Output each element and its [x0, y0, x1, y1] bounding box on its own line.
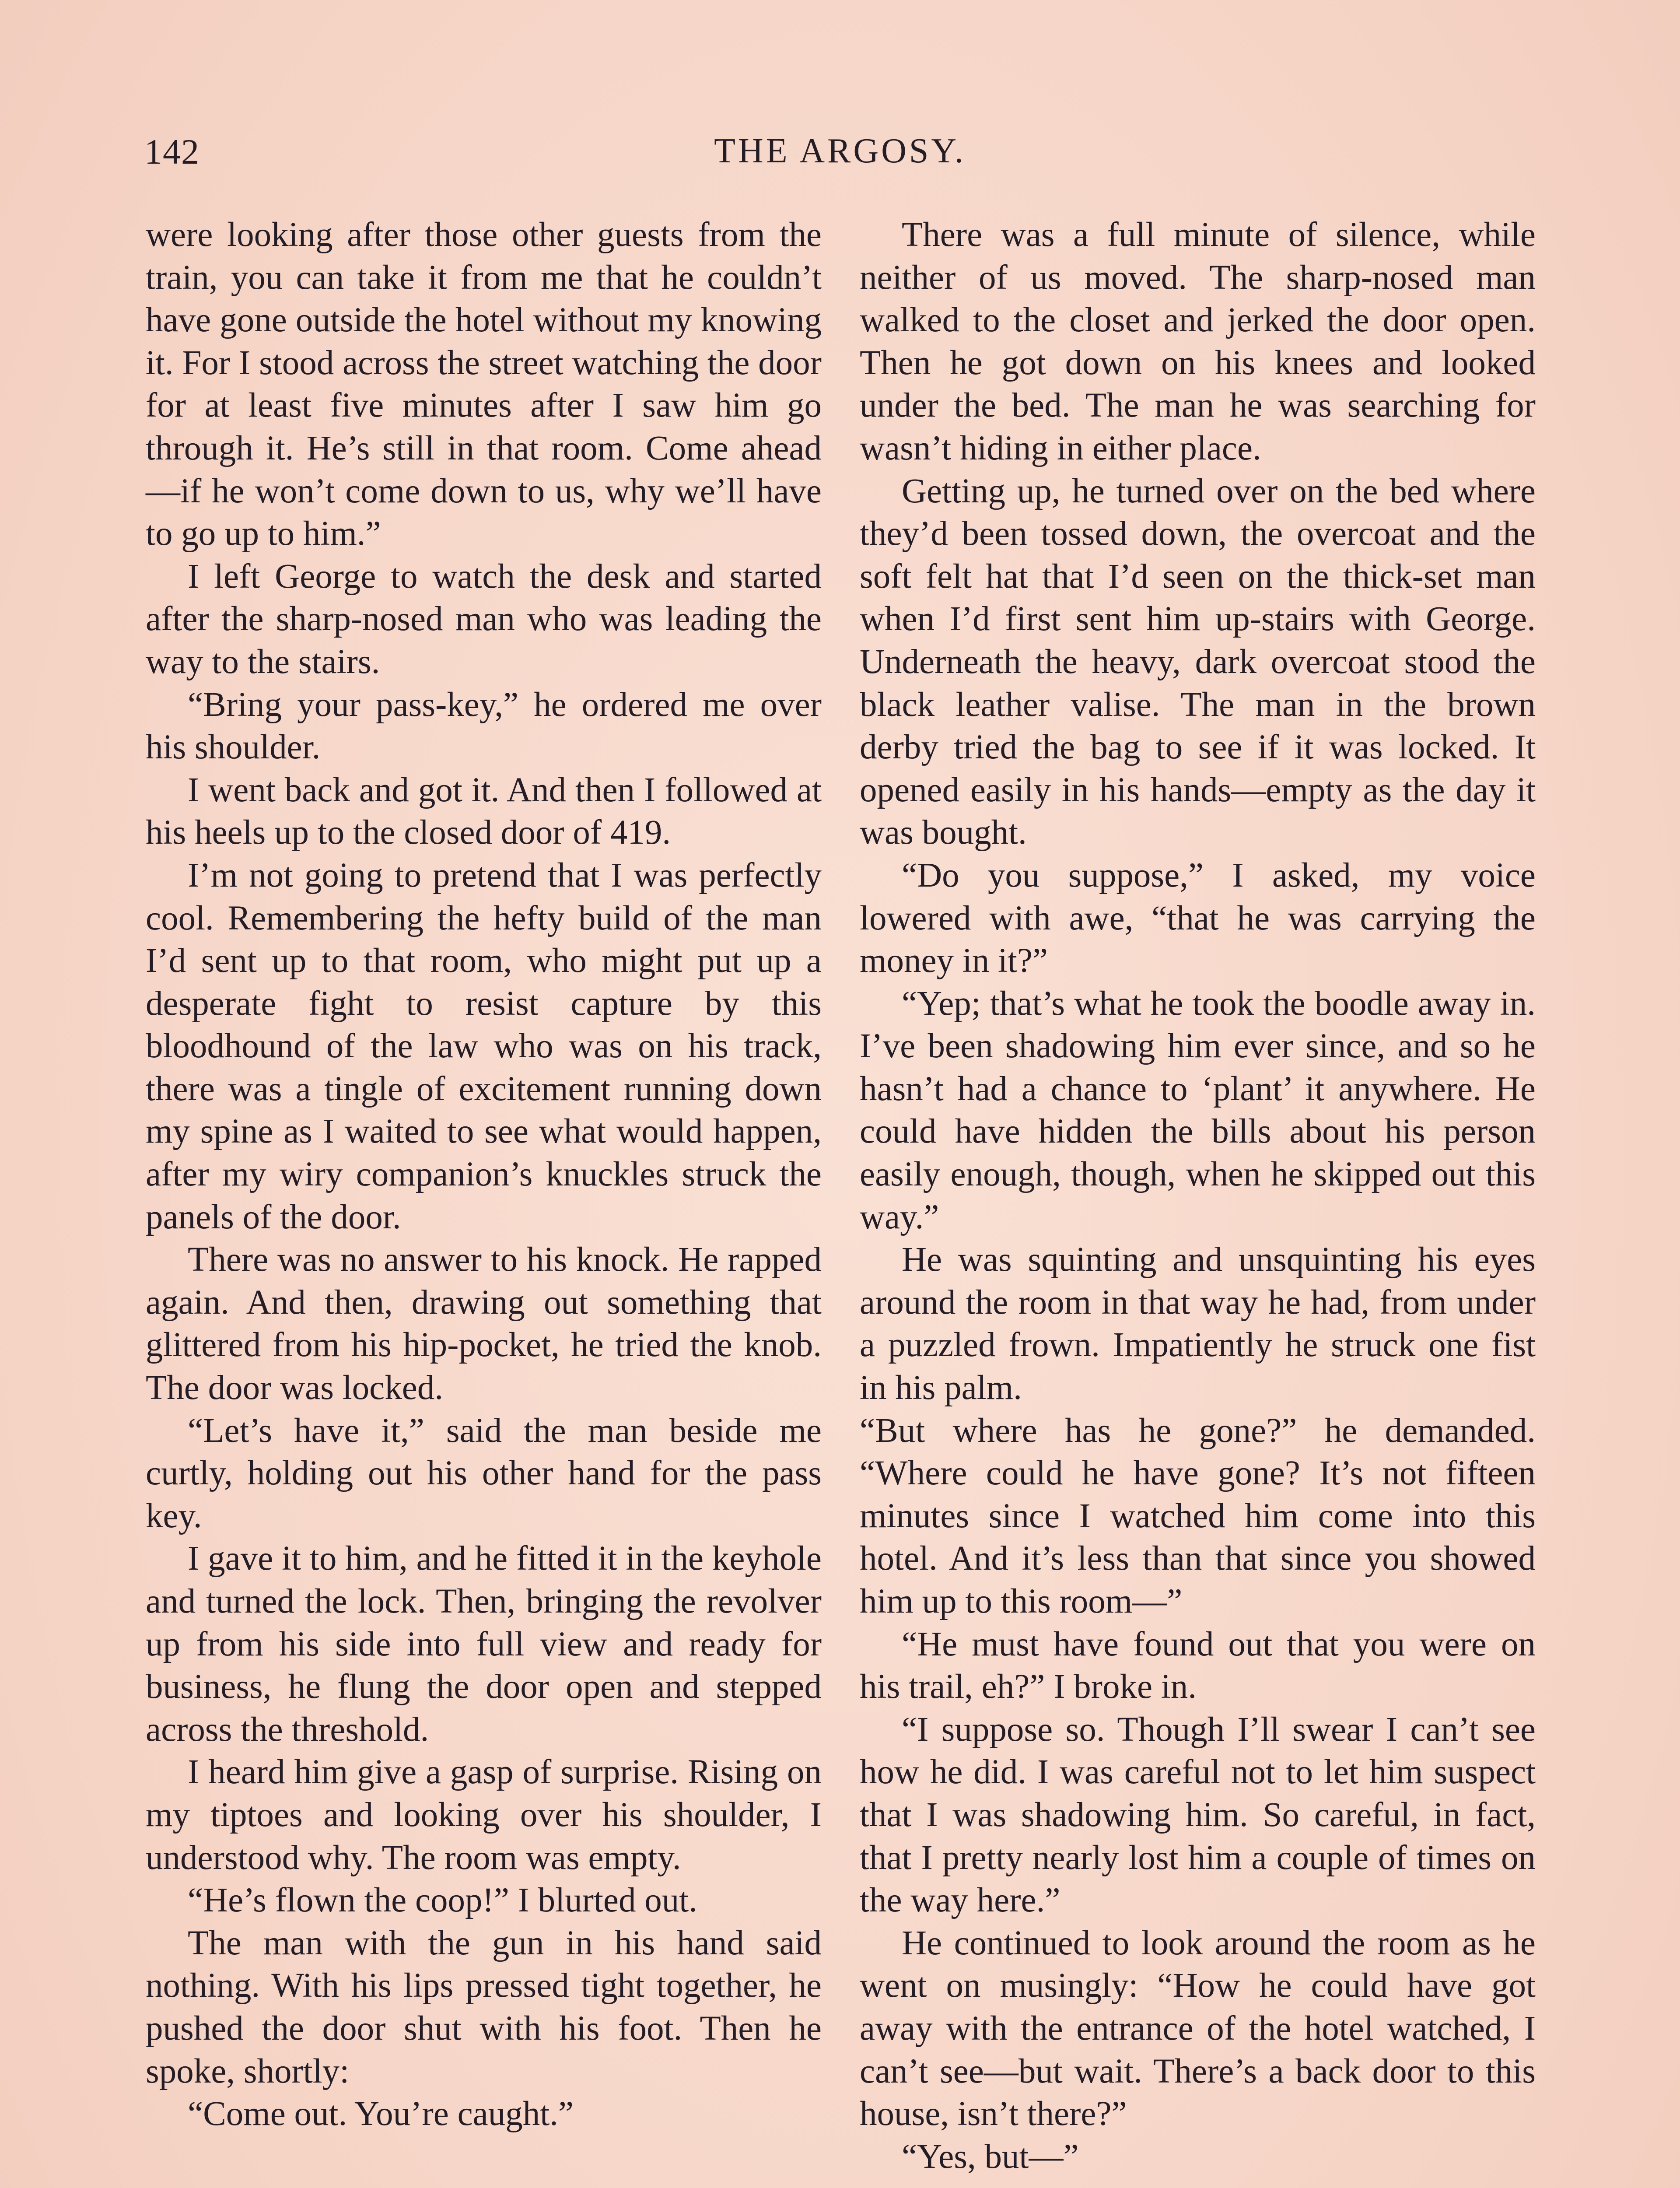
page-number: 142 — [144, 132, 200, 172]
left-text-column — [146, 214, 822, 2188]
paragraph: I went back and got it. And then I followed at his heels up to the closed door of 419. — [146, 771, 822, 852]
paragraph: He continued to look around the room as he went on musingly: “How he could have got away with the entrance of the hotel watched, I can’t see—but wait. There’s a back door to this house, isn’t there?” — [860, 1924, 1536, 2133]
paragraph: I heard him give a gasp of surprise. Rising on my tiptoes and looking over his shoulder, I understood why. The room was empty. — [146, 1753, 822, 1877]
paragraph: “Let’s have it,” said the man beside me curtly, holding out his other hand for the pass key. — [146, 1411, 822, 1535]
paragraph: “Do you suppose,” I asked, my voice lowered with awe, “that he was carrying the money in it?” — [860, 856, 1536, 980]
right-text-column — [860, 214, 1536, 2188]
paragraph: Getting up, he turned over on the bed where they’d been tossed down, the overcoat and the soft felt hat that I’d seen on the thick-set man when I’d first sent him up-stairs with George. Underneath the heavy, dark overcoat stood the black leather valise. The man in the brown derby tried the bag to see if it was locked. It opened easily in his hands—empty as the day it was bought. — [860, 472, 1536, 852]
paragraph: I gave it to him, and he fitted it in the keyhole and turned the lock. Then, bringing the revolver up from his side into full view and ready for business, he flung the door open and stepped across the threshold. — [146, 1539, 822, 1749]
paragraph: “Come out. You’re caught.” — [188, 2095, 574, 2133]
paragraph: “He must have found out that you were on his trail, eh?” I broke in. — [860, 1625, 1536, 1706]
paragraph: “Bring your pass-key,” he ordered me over his shoulder. — [146, 685, 822, 767]
paragraph: “Yep; that’s what he took the boodle away in. I’ve been shadowing him ever since, and so he hasn’t had a chance to ‘plant’ it anywhere. He could have hidden the bills about his person easily enough, though, when he skipped out this way.” — [860, 984, 1536, 1236]
paragraph: “But where has he gone?” he demanded. “Where could he have gone? It’s not fifteen minutes since I watched him come into this hotel. And it’s less than that since you showed him up to this room—” — [860, 1411, 1536, 1620]
paragraph: The man with the gun in his hand said nothing. With his lips pressed tight together, he pushed the door shut with his foot. Then he spoke, shortly: — [146, 1924, 822, 2090]
paragraph: were looking after those other guests from the train, you can take it from me that he couldn’t have gone outside the hotel without my knowing it. For I stood across the street watching the door for at least five minutes after I saw him go through it. He’s still in that room. Come ahead—if he won’t come down to us, why we’ll have to go up to him.” — [146, 216, 822, 553]
magazine-title: THE ARGOSY. — [714, 132, 966, 170]
paragraph: I’m not going to pretend that I was perfectly cool. Remembering the hefty build of the man I’d sent up to that room, who might put up a desperate fight to resist capture by this bloodhound of the law who was on his track, there was a tingle of excitement running down my spine as I waited to see what would happen, after my wiry companion’s knuckles struck the panels of the door. — [146, 856, 822, 1236]
paragraph: There was a full minute of silence, while neither of us moved. The sharp-nosed man walked to the closet and jerked the door open. Then he got down on his knees and looked under the bed. The man he was searching for wasn’t hiding in either place. — [860, 216, 1536, 467]
paragraph: “I suppose so. Though I’ll swear I can’t see how he did. I was careful not to let him suspect that I was shadowing him. So careful, in fact, that I pretty nearly lost him a couple of times on the way here.” — [860, 1710, 1536, 1920]
paragraph: There was no answer to his knock. He rapped again. And then, drawing out something that glittered from his hip-pocket, he tried the knob. The door was locked. — [146, 1241, 822, 1407]
paragraph: I left George to watch the desk and started after the sharp-nosed man who was leading the way to the stairs. — [146, 557, 822, 681]
running-head — [144, 131, 1536, 179]
paragraph: “He’s flown the coop!” I blurted out. — [188, 1881, 697, 1920]
paragraph: “Yes, but—” — [902, 2137, 1079, 2176]
paragraph: He was squinting and unsquinting his eyes around the room in that way he had, from under a puzzled frown. Impatiently he struck one fist in his palm. — [860, 1241, 1536, 1407]
